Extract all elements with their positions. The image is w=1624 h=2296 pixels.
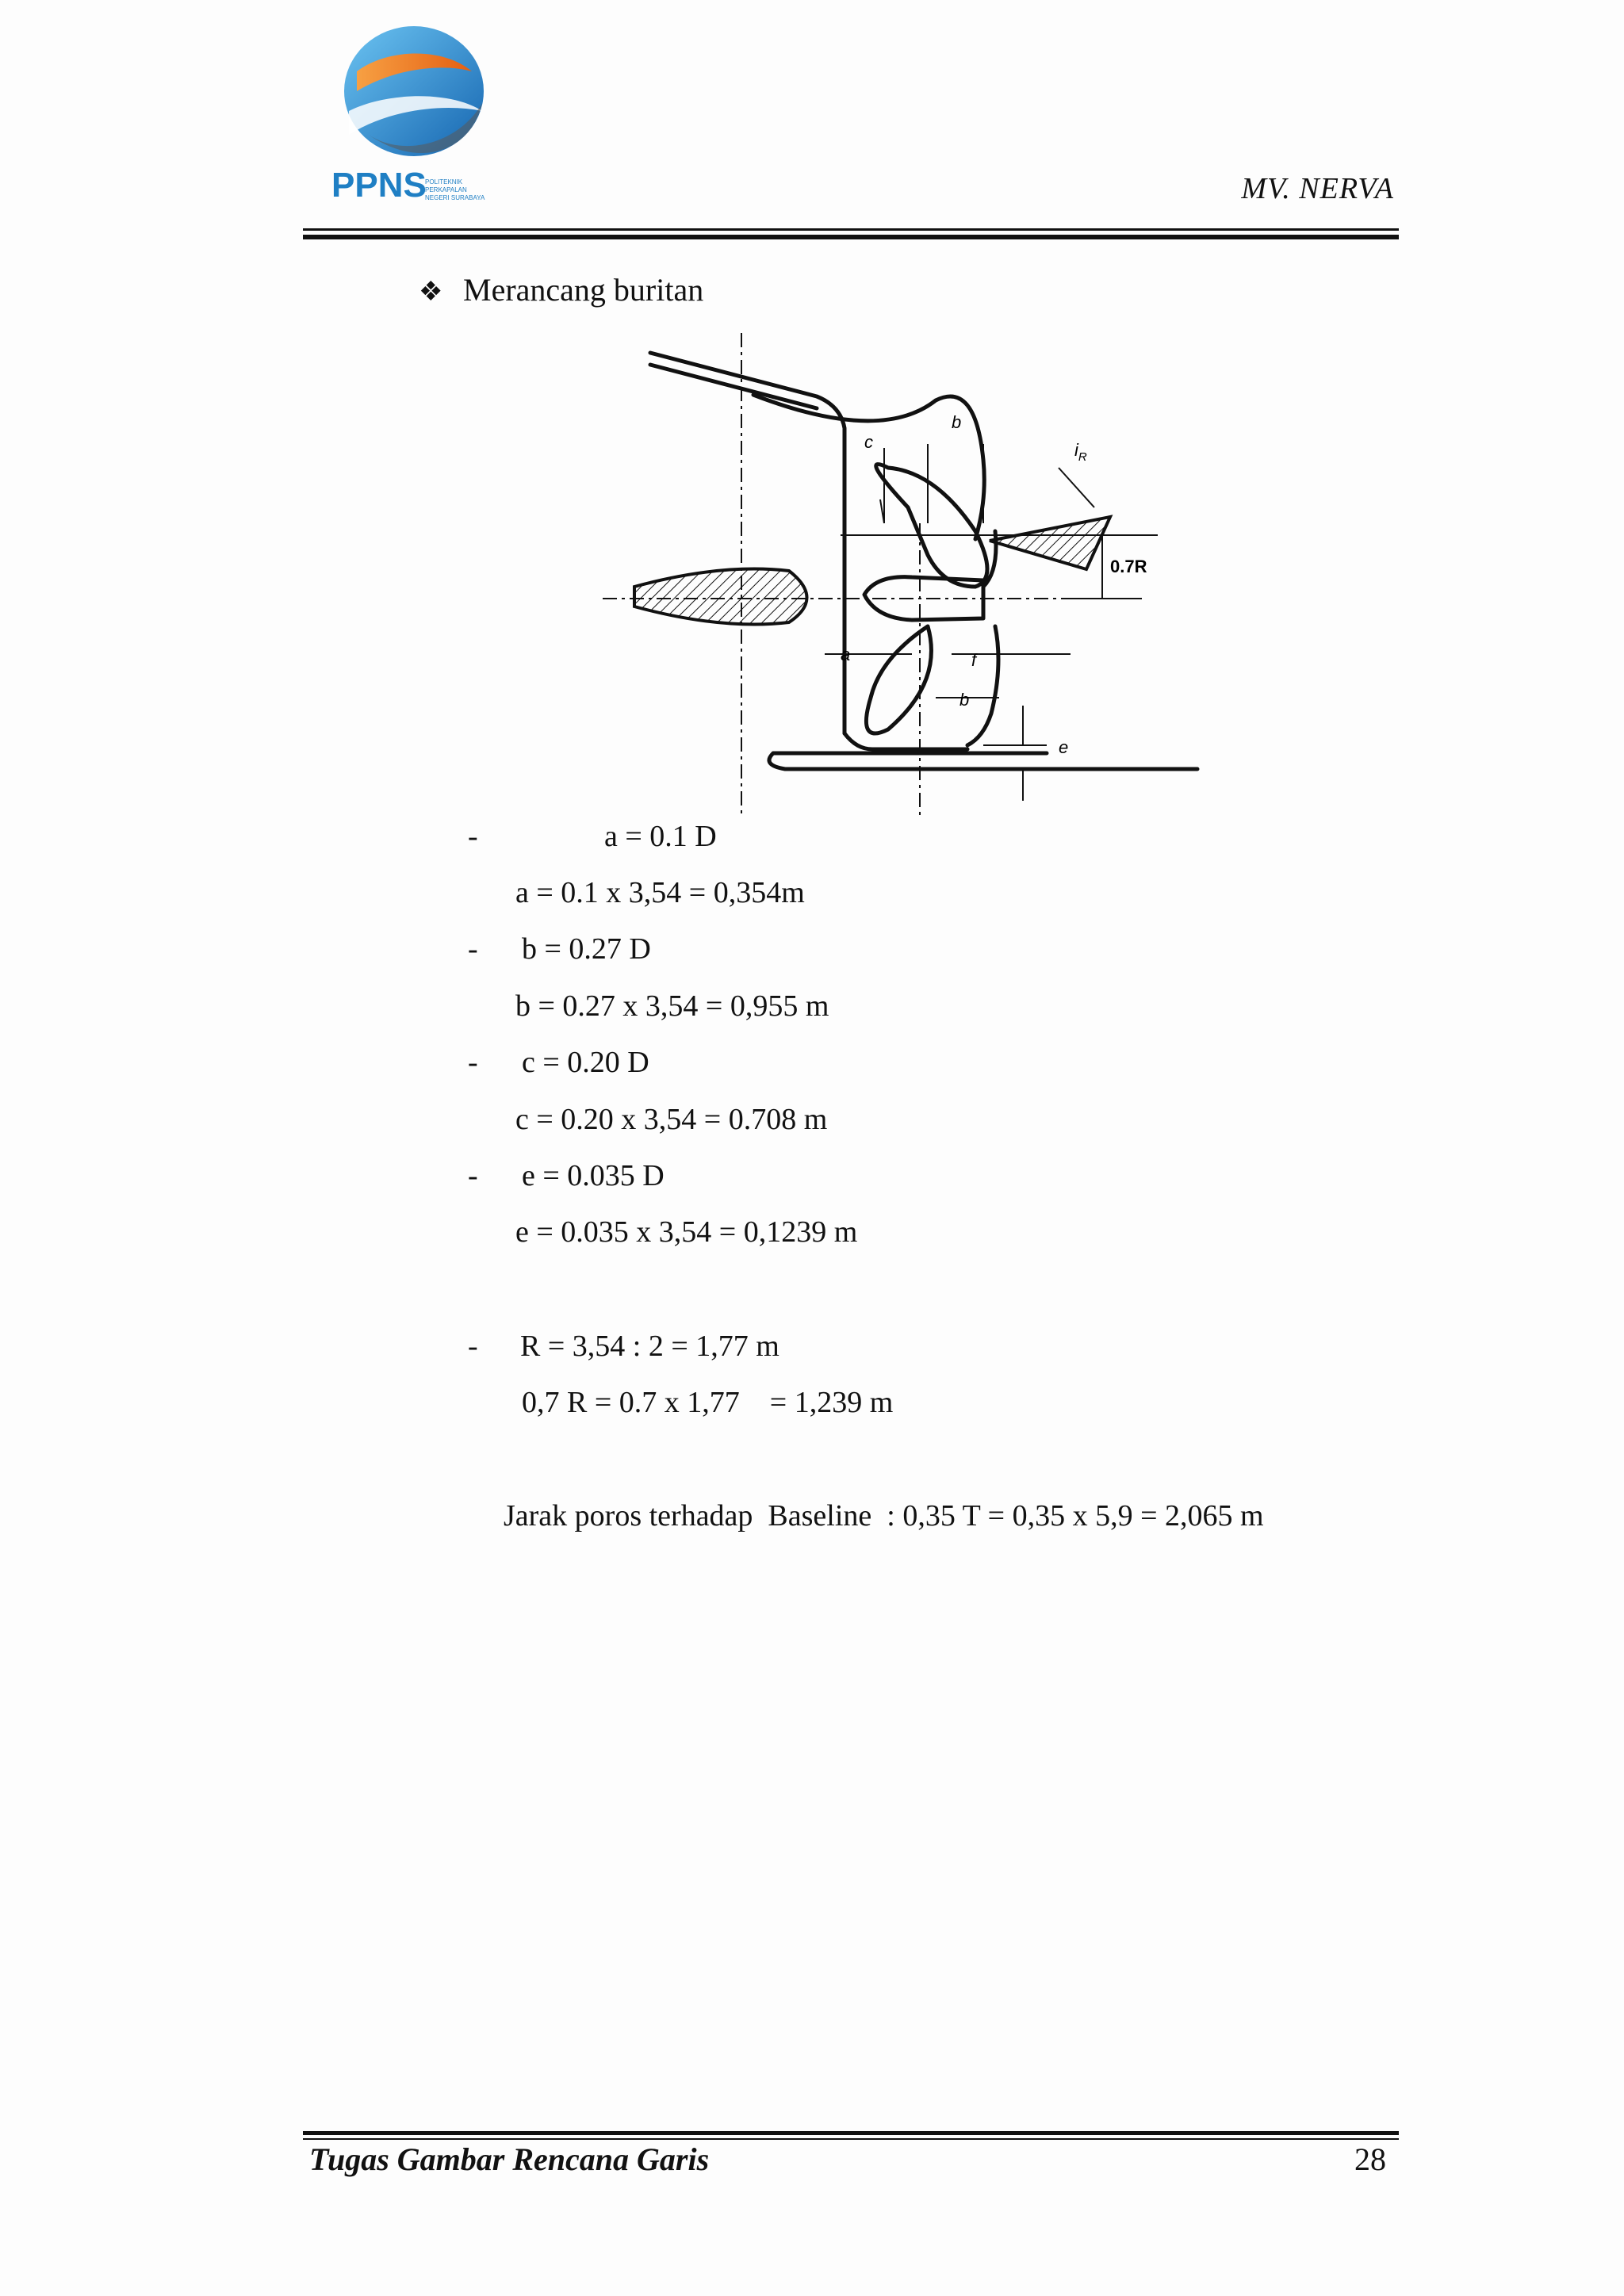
label-a: a <box>841 645 851 664</box>
footer-title: Tugas Gambar Rencana Garis <box>309 2141 710 2177</box>
formula-def: R = 3,54 : 2 = 1,77 m <box>520 1330 779 1363</box>
label-ir-sub: R <box>1078 450 1087 464</box>
formula-calc: 0,7 R = 0.7 x 1,77 = 1,239 m <box>522 1386 894 1419</box>
sole-piece <box>769 753 1197 769</box>
rudder-outline <box>967 531 998 745</box>
skeg-bottom <box>845 733 967 749</box>
formula-def: b = 0.27 D <box>522 932 651 966</box>
label-b-top: b <box>952 412 962 432</box>
logo-text: PPNS <box>331 166 427 205</box>
formula-dash: - <box>468 820 478 853</box>
label-ir-main: i <box>1074 440 1078 460</box>
label-ir <box>1074 440 1087 464</box>
logo-sub-2: PERKAPALAN <box>425 186 467 193</box>
stern-counter <box>753 395 984 539</box>
section-heading <box>419 271 703 308</box>
baseline-distance: Jarak poros terhadap Baseline : 0,35 T = 0,35 x 5,9 = 2,065 m <box>504 1499 1264 1533</box>
formula-dash: - <box>468 1330 478 1363</box>
rudder-section-hatched <box>990 517 1110 569</box>
stern-design-diagram <box>603 333 1237 817</box>
section-heading-text: Merancang buritan <box>463 272 704 308</box>
hull-upper-line-2 <box>650 365 817 408</box>
propeller-lower-blade <box>866 626 931 733</box>
label-f: f <box>971 650 977 670</box>
formula-def: e = 0.035 D <box>522 1159 665 1192</box>
header-title: MV. NERVA <box>1241 172 1394 205</box>
label-c: c <box>864 432 873 452</box>
formula-dash: - <box>468 1159 478 1192</box>
label-e: e <box>1059 737 1069 757</box>
propeller-upper-blade <box>876 465 987 587</box>
shaft-boss-hatched <box>634 569 807 625</box>
page-number: 28 <box>1354 2141 1386 2177</box>
formula-calc: a = 0.1 x 3,54 = 0,354m <box>515 876 805 909</box>
label-b-bottom: b <box>959 690 970 710</box>
formula-def: c = 0.20 D <box>522 1046 649 1079</box>
formula-calc: e = 0.035 x 3,54 = 0,1239 m <box>515 1215 858 1249</box>
header-rule-bottom <box>303 235 1399 239</box>
header-rule-top <box>303 228 1399 231</box>
logo-sub-1: POLITEKNIK <box>425 178 463 186</box>
footer-rule-bottom <box>303 2138 1399 2140</box>
formula-def: a = 0.1 D <box>604 820 717 853</box>
label-07r: 0.7R <box>1110 557 1147 576</box>
formula-dash: - <box>468 1046 478 1079</box>
formula-calc: b = 0.27 x 3,54 = 0,955 m <box>515 989 829 1023</box>
logo-sub-3: NEGERI SURABAYA <box>425 194 485 201</box>
diamond-bullet-icon: ❖ <box>419 277 443 307</box>
footer-rule-top <box>303 2131 1399 2135</box>
formula-dash: - <box>468 932 478 966</box>
ppns-logo <box>325 16 523 214</box>
formula-calc: c = 0.20 x 3,54 = 0.708 m <box>515 1103 828 1136</box>
